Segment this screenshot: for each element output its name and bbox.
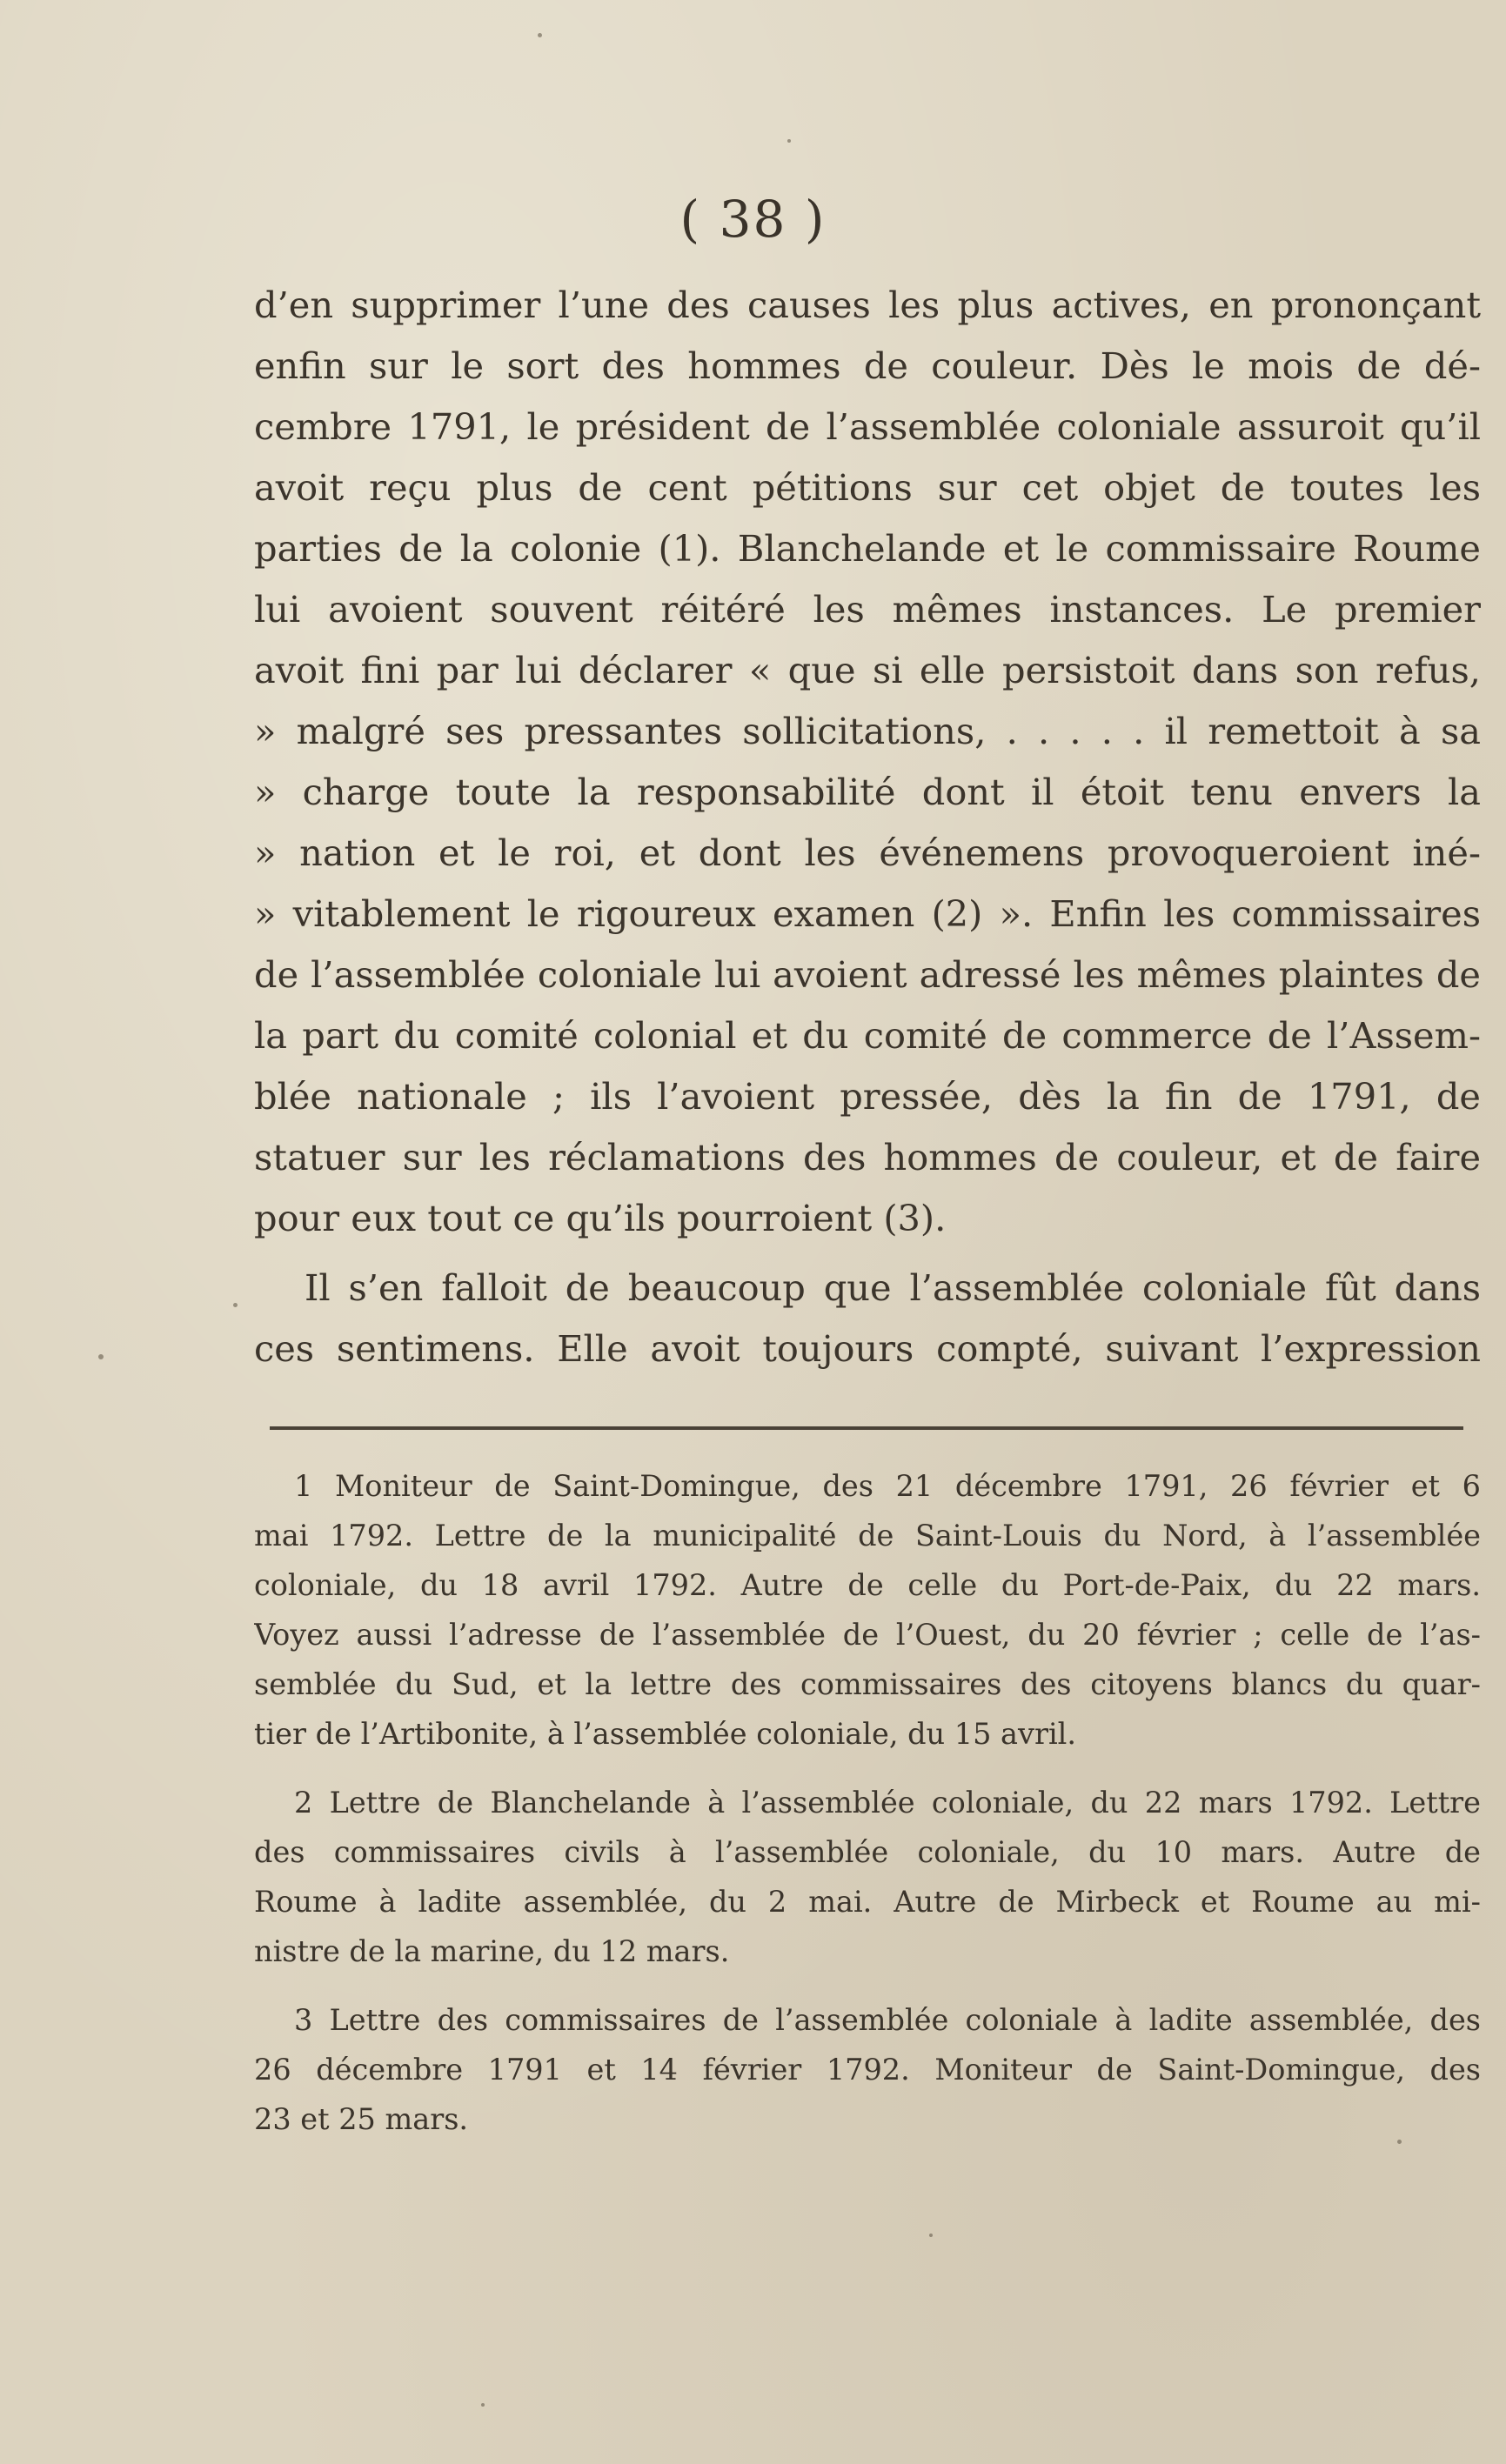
footnote-line: 3 Lettre des commissaires de l’assemblée coloniale à ladite assemblée, des [294, 2003, 1481, 2037]
footnote-rule [270, 1426, 1463, 1430]
text-line: de l’assemblée coloniale lui avoient adressé les mêmes plaintes de [254, 953, 1481, 996]
footnote-line: 23 et 25 mars. [254, 2102, 469, 2136]
text-line: la part du comité colonial et du comité de commerce de l’Assem- [254, 1014, 1481, 1057]
footnote-line: Roume à ladite assemblée, du 2 mai. Autre de Mirbeck et Roume au mi- [254, 1885, 1481, 1919]
footnote-line: des commissaires civils à l’assemblée coloniale, du 10 mars. Autre de [254, 1835, 1481, 1869]
text-line: ces sentimens. Elle avoit toujours compté, suivant l’expression [254, 1327, 1481, 1370]
paper-speck [538, 33, 542, 37]
text-line: avoit fini par lui déclarer « que si elle persistoit dans son refus, [254, 649, 1481, 691]
text-line: d’en supprimer l’une des causes les plus actives, en prononçant [254, 284, 1481, 326]
footnote-line: coloniale, du 18 avril 1792. Autre de celle du Port-de-Paix, du 22 mars. [254, 1568, 1481, 1602]
footnote-1 [254, 1461, 1481, 1759]
footnote-2 [254, 1778, 1481, 1976]
paper-speck [1397, 2140, 1402, 2144]
paper-speck [98, 1354, 104, 1359]
footnote-line: mai 1792. Lettre de la municipalité de Saint-Louis du Nord, à l’assemblée [254, 1519, 1481, 1553]
footnote-3 [254, 1995, 1481, 2144]
text-line: blée nationale ; ils l’avoient pressée, dès la fin de 1791, de [254, 1075, 1481, 1118]
footnote-line: semblée du Sud, et la lettre des commissaires des citoyens blancs du quar- [254, 1667, 1481, 1701]
paper-speck [233, 1303, 238, 1307]
paper-speck [481, 2403, 485, 2407]
footnote-line: 2 Lettre de Blanchelande à l’assemblée coloniale, du 22 mars 1792. Lettre [294, 1786, 1481, 1820]
footnote-line: Voyez aussi l’adresse de l’assemblée de l’Ouest, du 20 février ; celle de l’as- [254, 1618, 1481, 1652]
text-line: pour eux tout ce qu’ils pourroient (3). [254, 1197, 947, 1239]
main-text [254, 275, 1481, 1379]
text-line: » malgré ses pressantes sollicitations, . . . . . il remettoit à sa [254, 710, 1481, 752]
footnote-line: 1 Moniteur de Saint-Domingue, des 21 décembre 1791, 26 février et 6 [294, 1469, 1481, 1503]
text-line: » charge toute la responsabilité dont il étoit tenu envers la [254, 771, 1481, 813]
text-line: avoit reçu plus de cent pétitions sur cet objet de toutes les [254, 466, 1481, 509]
text-line: parties de la colonie (1). Blanchelande et le commissaire Roume [254, 527, 1481, 570]
footnote-line: nistre de la marine, du 12 mars. [254, 1934, 730, 1968]
paper-speck [929, 2234, 933, 2237]
footnotes [254, 1461, 1481, 2144]
text-line: Il s’en falloit de beaucoup que l’assemblée coloniale fût dans [305, 1266, 1481, 1309]
paper-speck [787, 139, 791, 143]
footnote-line: tier de l’Artibonite, à l’assemblée coloniale, du 15 avril. [254, 1717, 1077, 1751]
text-line: cembre 1791, le président de l’assemblée coloniale assuroit qu’il [254, 405, 1481, 448]
text-line: lui avoient souvent réitéré les mêmes instances. Le premier [254, 588, 1481, 631]
text-line: statuer sur les réclamations des hommes de couleur, et de faire [254, 1136, 1481, 1179]
footnote-line: 26 décembre 1791 et 14 février 1792. Moniteur de Saint-Domingue, des [254, 2053, 1481, 2087]
page-number: ( 38 ) [679, 190, 827, 249]
text-line: enfin sur le sort des hommes de couleur. Dès le mois de dé- [254, 344, 1481, 387]
text-line: » nation et le roi, et dont les événemens provoqueroient iné- [254, 831, 1481, 874]
text-line: » vitablement le rigoureux examen (2) ». Enfin les commissaires [254, 892, 1481, 935]
